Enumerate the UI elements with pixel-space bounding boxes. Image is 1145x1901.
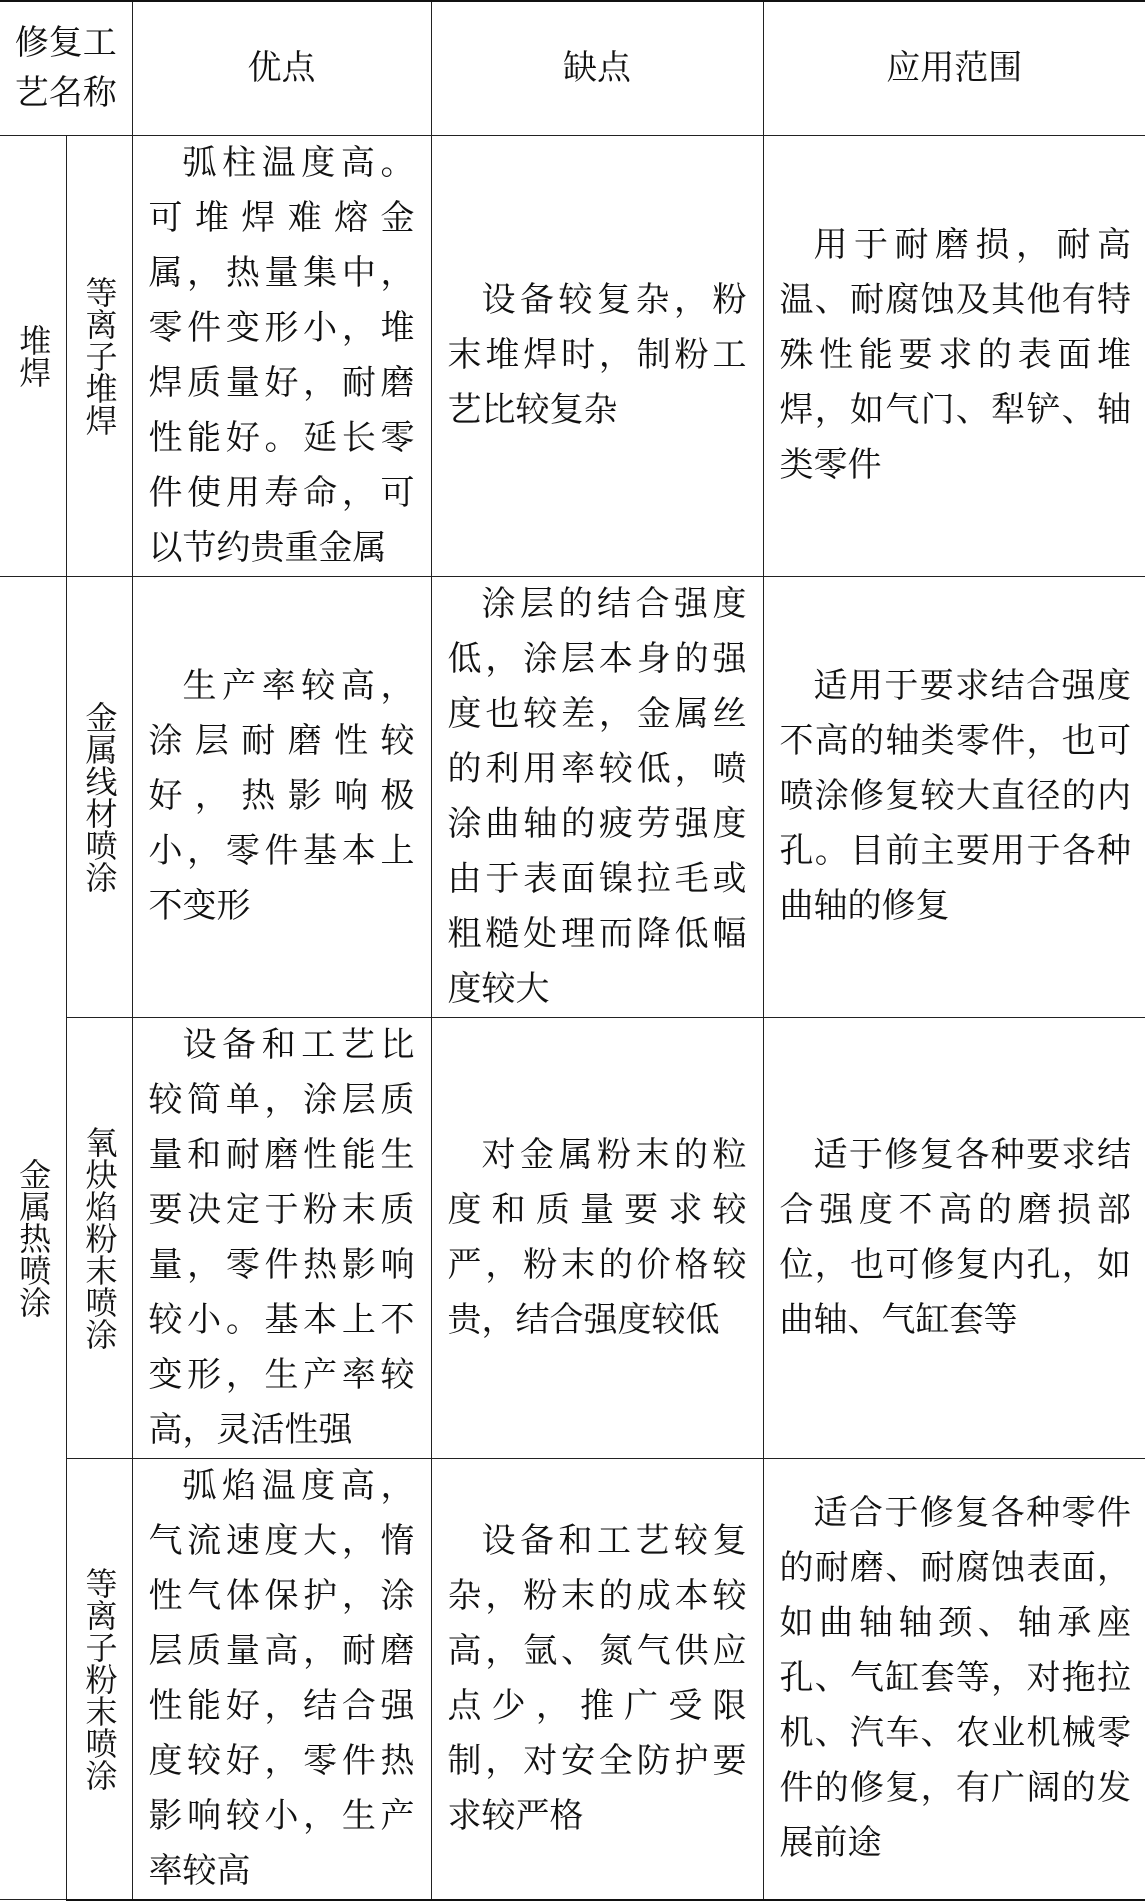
table-row (0, 576, 1145, 1017)
header-advantages: 优点 (132, 1, 431, 135)
method-label: 等离子堆焊 (66, 135, 132, 576)
method-label: 氧炔焰粉末喷涂 (66, 1017, 132, 1458)
advantages-cell: 弧焰温度高，气流速度大，惰性气体保护，涂层质量高，耐磨性能好，结合强度较好，零件热影响较小，生产率较高 (132, 1458, 431, 1900)
applications-cell: 适合于修复各种零件的耐磨、耐腐蚀表面，如曲轴轴颈、轴承座孔、气缸套等，对拖拉机、汽车、农业机械零件的修复，有广阔的发展前途 (763, 1458, 1145, 1900)
method-label: 等离子粉末喷涂 (66, 1458, 132, 1900)
advantages-cell: 弧柱温度高。可堆焊难熔金属，热量集中，零件变形小，堆焊质量好，耐磨性能好。延长零件使用寿命，可以节约贵重金属 (132, 135, 431, 576)
disadvantages-cell: 涂层的结合强度低，涂层本身的强度也较差，金属丝的利用率较低，喷涂曲轴的疲劳强度由于表面镍拉毛或粗糙处理而降低幅度较大 (431, 576, 763, 1017)
group-label-thermal-spray: 金属热喷涂 (0, 576, 66, 1900)
header-disadvantages: 缺点 (431, 1, 763, 135)
header-process-name: 修复工艺名称 (0, 1, 132, 135)
table-row (0, 1458, 1145, 1900)
disadvantages-cell: 对金属粉末的粒度和质量要求较严，粉末的价格较贵，结合强度较低 (431, 1017, 763, 1458)
header-applications: 应用范围 (763, 1, 1145, 135)
applications-cell: 适用于要求结合强度不高的轴类零件，也可喷涂修复较大直径的内孔。目前主要用于各种曲轴的修复 (763, 576, 1145, 1017)
method-label: 金属线材喷涂 (66, 576, 132, 1017)
applications-cell: 适于修复各种要求结合强度不高的磨损部位，也可修复内孔，如曲轴、气缸套等 (763, 1017, 1145, 1458)
disadvantages-cell: 设备和工艺较复杂，粉末的成本较高，氩、氮气供应点少，推广受限制，对安全防护要求较严格 (431, 1458, 763, 1900)
advantages-cell: 设备和工艺比较简单，涂层质量和耐磨性能生要决定于粉末质量，零件热影响较小。基本上不变形，生产率较高，灵活性强 (132, 1017, 431, 1458)
advantages-cell: 生产率较高，涂层耐磨性较好，热影响极小，零件基本上不变形 (132, 576, 431, 1017)
table-row (0, 135, 1145, 576)
table-row (0, 1017, 1145, 1458)
disadvantages-cell: 设备较复杂，粉末堆焊时，制粉工艺比较复杂 (431, 135, 763, 576)
applications-cell: 用于耐磨损，耐高温、耐腐蚀及其他有特殊性能要求的表面堆焊，如气门、犁铲、轴类零件 (763, 135, 1145, 576)
table-header-row (0, 1, 1145, 135)
group-label-surfacing: 堆焊 (0, 135, 66, 576)
